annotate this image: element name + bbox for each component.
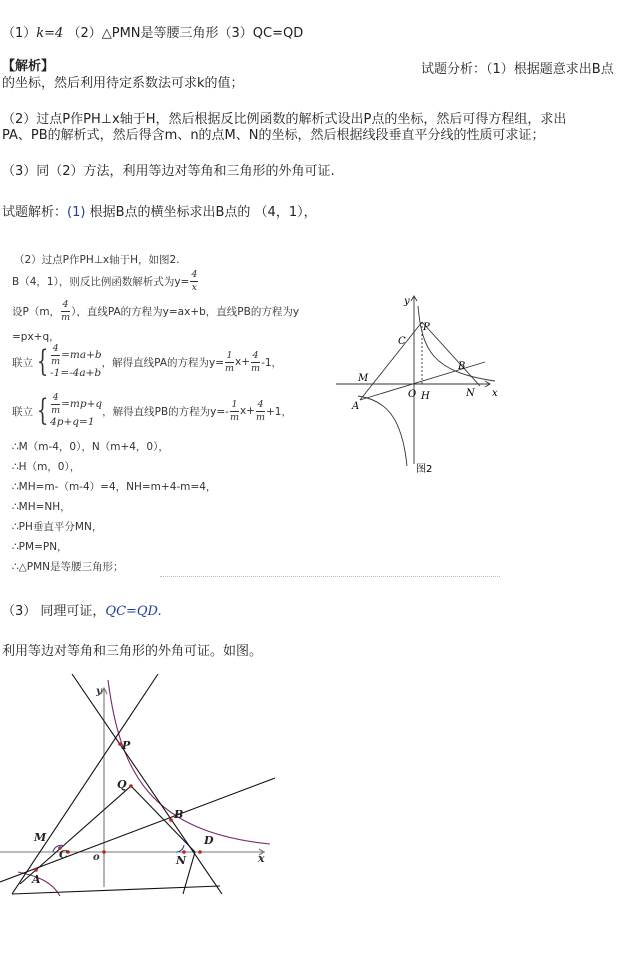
fig2-B: B	[458, 361, 466, 372]
fig3-P: P	[122, 739, 131, 752]
analysis-p1-head-text: （1）根据题意求出B点	[486, 62, 614, 77]
solution-p1-text: 根据B点的横坐标求出B点的 （4，1），	[89, 205, 317, 220]
fig3-y-label: y	[96, 686, 102, 697]
analysis-label: 试题分析：	[421, 62, 487, 77]
solution-label: 试题解析：	[2, 205, 68, 220]
block-line3: 设P（m， $\frac{4}{m}$ ），直线PA的方程为y=ax+b，直线PB的方程为y	[12, 299, 300, 323]
block-c6: ∴PM=PN，	[12, 541, 68, 553]
frac-4-over-m: $\frac{4}{m}$	[61, 299, 71, 323]
fig2-O: O	[408, 389, 417, 400]
fig2-M: M	[358, 373, 369, 384]
answer-p1: （1）	[2, 26, 37, 41]
figure-2	[330, 288, 510, 478]
solution-line	[2, 201, 317, 220]
fig3-N: N	[176, 854, 187, 867]
fig2-P: P	[423, 322, 430, 333]
answer-line	[2, 22, 303, 41]
figure-3	[0, 672, 275, 897]
block-c4: ∴MH=NH，	[12, 501, 71, 513]
analysis-title: 【解析】	[2, 59, 55, 74]
system-pb: 联立 { $\frac{4}{m}$ =mp+q 4p+q=1 ，解得直线PB的方程为y=- $\frac{1}{m}$ x+ $\frac{4}{m}$ +1，	[12, 392, 292, 429]
analysis-p2-line2: PA、PB的解析式，然后得含m、n的点M、N的坐标，然后根据线段垂直平分线的性质可求证；	[2, 128, 545, 143]
fig2-A: A	[352, 401, 360, 412]
solution-p1-num: (1)	[67, 205, 86, 220]
answer-p2: （2）△PMN是等腰三角形（3）QC=QD	[67, 26, 304, 41]
block-line4: =px+q，	[12, 331, 60, 343]
fig2-N: N	[466, 388, 475, 399]
answer-k: k=4	[36, 26, 64, 41]
block-c3: ∴MH=m-（m-4）=4，NH=m+4-m=4，	[12, 481, 217, 493]
fig2-y-label: y	[404, 296, 410, 307]
block-c2: ∴H（m，0），	[12, 461, 81, 473]
brace-icon: {	[36, 344, 49, 380]
frac-4-over-x: $\frac{4}{x}$	[191, 269, 198, 293]
block-line2: B（4，1），则反比例函数解析式为y= $\frac{4}{x}$	[12, 269, 198, 293]
fig3-Q: Q	[117, 778, 127, 791]
block-c5: ∴PH垂直平分MN，	[12, 521, 103, 533]
block-c1: ∴M（m-4，0），N（m+4，0），	[12, 441, 169, 453]
fig3-o: o	[93, 852, 100, 863]
fig3-C: C	[59, 848, 68, 861]
fig3-M: M	[34, 831, 47, 844]
fig2-x-label: x	[492, 388, 498, 399]
analysis-p1-head	[421, 58, 614, 77]
fig2-C: C	[398, 336, 406, 347]
block-line1: （2）过点P作PH⊥x轴于H，如图2.	[14, 254, 180, 266]
block-c7: ∴△PMN是等腰三角形；	[12, 561, 124, 573]
fig3-x-label: x	[258, 852, 265, 865]
analysis-p3: （3）同（2）方法，利用等边对等角和三角形的外角可证.	[2, 164, 335, 179]
fig2-H: H	[421, 391, 430, 402]
analysis-p2-line1: （2）过点P作PH⊥x轴于H，然后根据反比例函数的解析式设出P点的坐标，然后可得方程组，求出	[2, 112, 567, 127]
fig3-D: D	[204, 834, 214, 847]
analysis-p1-tail: 的坐标，然后利用待定系数法可求k的值；	[2, 76, 244, 91]
fig3-A: A	[32, 873, 41, 886]
brace-icon: {	[36, 393, 49, 429]
part3-text: 利用等边对等角和三角形的外角可证。如图。	[2, 644, 263, 659]
part3-formula: QC=QD.	[105, 604, 162, 619]
part3-line: （3） 同理可证，QC=QD.	[2, 604, 162, 619]
system-pa: 联立 { $\frac{4}{m}$ =ma+b -1=-4a+b ，解得直线PA的方程为y= $\frac{1}{m}$ x+ $\frac{4}{m}$ -1，	[12, 343, 283, 380]
fig3-B: B	[174, 808, 184, 821]
divider	[160, 576, 500, 577]
fig2-caption: 图2	[416, 464, 433, 475]
